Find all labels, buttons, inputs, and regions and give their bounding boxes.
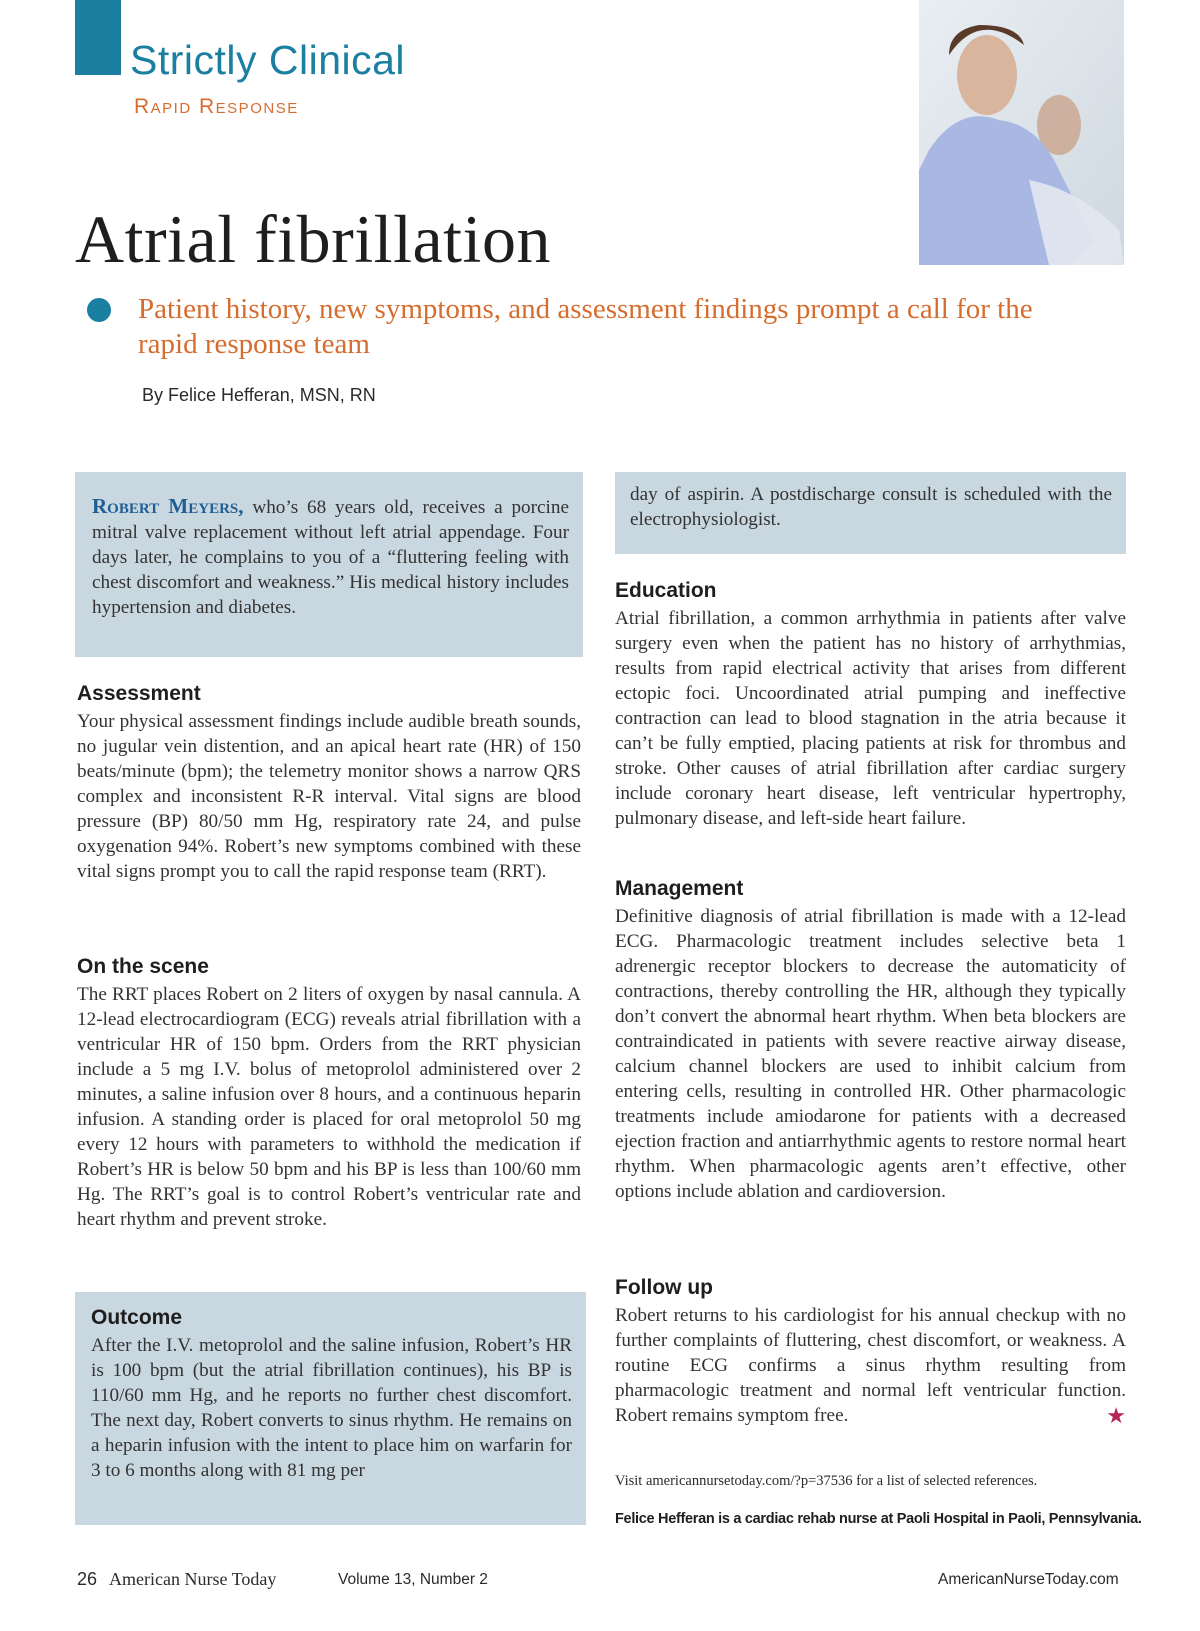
article-headline: Atrial fibrillation — [75, 201, 551, 277]
footer-left — [77, 1569, 276, 1590]
byline: By Felice Hefferan, MSN, RN — [142, 385, 376, 405]
nurse-photo — [919, 0, 1124, 265]
on-the-scene-body: The RRT places Robert on 2 liters of oxygen by nasal cannula. A 12-lead electrocardiogram (ECG) reveals atrial fibrillation with a ventricular HR of 150 bpm. Orders from the RRT physician include a 5 mg I.V. bolus of metoprolol administered over 2 minutes, a saline infusion over 8 hours, and a continuous heparin infusion. A standing order is placed for oral metoprolol 50 mg every 12 hours with parameters to withhold the medication if Robert’s HR is below 50 bpm and his BP is less than 100/60 mm Hg. The RRT’s goal is to control Robert’s ventricular rate and heart rhythm and prevent stroke. — [77, 984, 581, 1230]
article-deck: Patient history, new symptoms, and assessment findings prompt a call for the rapid response team — [138, 293, 1033, 360]
deck-bullet-icon — [87, 298, 111, 322]
education-section — [615, 578, 1126, 831]
management-heading: Management — [615, 877, 744, 900]
case-intro-text: who’s 68 years old, receives a porcine mitral valve replacement without left atrial appendage. Four days later, he complains to you of a “fluttering feeling with chest discomfort and weakness.” His medical history includes hypertension and diabetes. — [92, 497, 569, 618]
education-body: Atrial fibrillation, a common arrhythmia in patients after valve surgery even when the patient has no history of arrhythmias, results from rapid electrical activity that arises from different ectopic foci. Uncoordinated atrial pumping and ineffective contraction can lead to blood stagnation in the atria because it can’t be fully emptied, placing patients at risk for thrombus and stroke. Other causes of atrial fibrillation after cardiac surgery include coronary heart disease, left ventricular hypertrophy, pulmonary disease, and left-side heart failure. — [615, 608, 1126, 829]
publication-name: American Nurse Today — [109, 1569, 277, 1589]
assessment-section — [77, 681, 581, 884]
assessment-heading: Assessment — [77, 682, 201, 705]
section-subtitle: Rapid Response — [134, 95, 299, 118]
footer-website: AmericanNurseToday.com — [938, 1571, 1119, 1588]
author-bio: Felice Hefferan is a cardiac rehab nurse at Paoli Hospital in Paoli, Pennsylvania. — [615, 1511, 1142, 1527]
on-the-scene-section — [77, 954, 581, 1232]
page-number: 26 — [77, 1569, 98, 1589]
follow-up-heading: Follow up — [615, 1276, 713, 1299]
management-section — [615, 876, 1126, 1204]
outcome-heading: Outcome — [91, 1306, 183, 1329]
end-star-icon: ★ — [1106, 1403, 1126, 1428]
section-color-bar — [75, 0, 121, 75]
management-body: Definitive diagnosis of atrial fibrillation is made with a 12-lead ECG. Pharmacologic treatment includes selective beta 1 adrenergic receptor blockers to decrease the automaticity of contractions, thereby controlling the HR, although they typically don’t convert the abnormal heart rhythm. When beta blockers are contraindicated in patients with severe reactive airway disease, calcium channel blockers are used to inhibit calcium from entering cells, resulting in controlled HR. Other pharmacologic treatments include amiodarone for patients with a decreased ejection fraction and antiarrhythmic agents to restore normal heart rhythm. When pharmacologic agents aren’t effective, other options include ablation and cardioversion. — [615, 906, 1126, 1202]
outcome-continued-box — [615, 472, 1126, 554]
follow-up-body: Robert returns to his cardiologist for his annual checkup with no further complaints of fluttering, chest discomfort, or weakness. A routine ECG confirms a sinus rhythm resulting from pharmacologic treatment and normal left ventricular function. Robert remains symptom free. — [615, 1305, 1126, 1426]
on-the-scene-heading: On the scene — [77, 955, 209, 978]
case-intro-box — [75, 472, 583, 657]
follow-up-section — [615, 1275, 1126, 1428]
education-heading: Education — [615, 579, 717, 602]
outcome-body: After the I.V. metoprolol and the saline infusion, Robert’s HR is 100 bpm (but the atrial fibrillation continues), his BP is 110/60 mm Hg, and he reports no further chest discomfort. The next day, Robert converts to sinus rhythm. He remains on a heparin infusion with the intent to place him on warfarin for 3 to 6 months along with 81 mg per — [91, 1335, 572, 1481]
volume-number: Volume 13, Number 2 — [338, 1571, 488, 1588]
section-title: Strictly Clinical — [130, 37, 406, 83]
outcome-box — [75, 1292, 586, 1525]
outcome-continued-text: day of aspirin. A postdischarge consult is scheduled with the electrophysiologist. — [630, 484, 1112, 530]
references-note: Visit americannursetoday.com/?p=37536 for a list of selected references. — [615, 1473, 1038, 1489]
assessment-body: Your physical assessment findings include audible breath sounds, no jugular vein distention, and an apical heart rate (HR) of 150 beats/minute (bpm); the telemetry monitor shows a narrow QRS complex and inconsistent R-R interval. Vital signs are blood pressure (BP) 80/50 mm Hg, respiratory rate 24, and pulse oxygenation 94%. Robert’s new symptoms combined with these vital signs prompt you to call the rapid response team (RRT). — [77, 711, 581, 882]
patient-name: Robert Meyers, — [92, 494, 244, 518]
